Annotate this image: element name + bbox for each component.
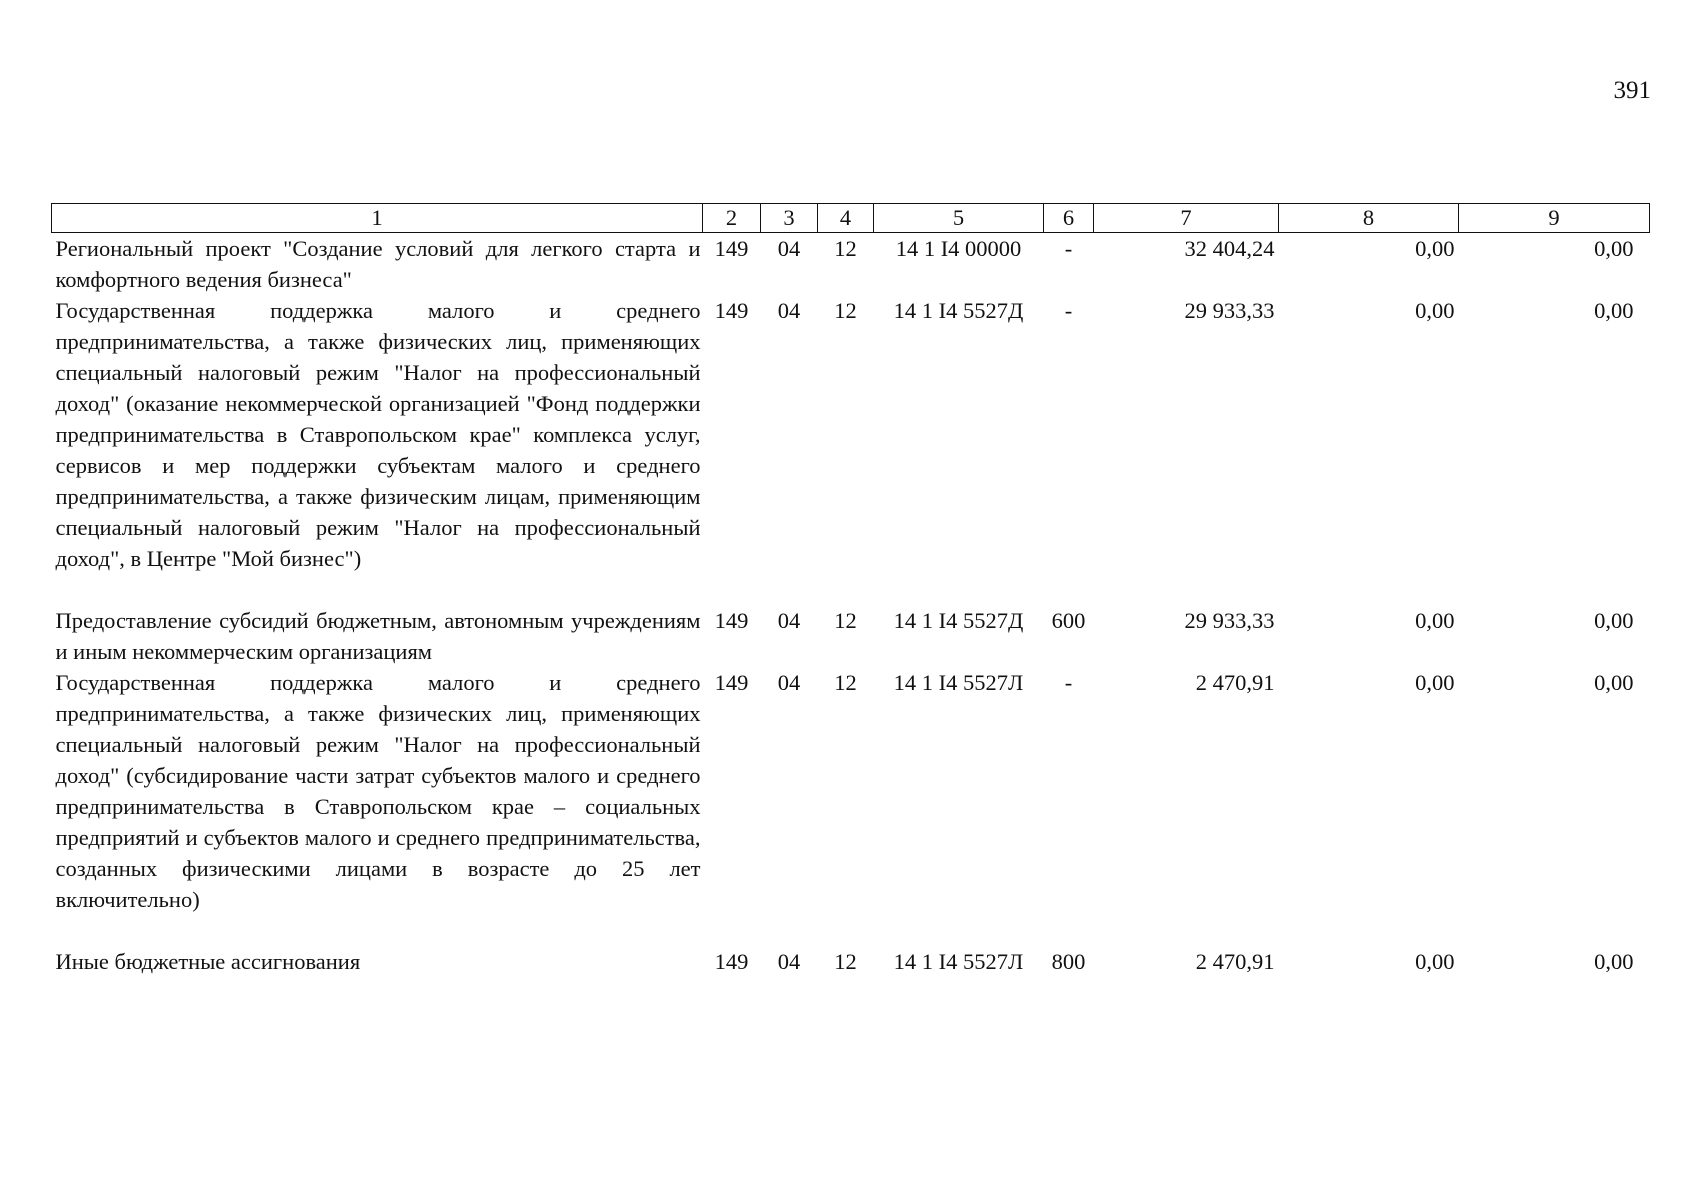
column-header-9: 9	[1459, 204, 1650, 233]
row-section-code: 04	[777, 236, 801, 261]
row-description: Иные бюджетные ассигнования	[55, 949, 361, 974]
row-target-article: 14 1 I4 5527Д	[893, 298, 1024, 323]
row-target-article: 14 1 I4 5527Д	[893, 608, 1024, 633]
row-amount-col7: 29 933,33	[1184, 608, 1275, 633]
table-row	[52, 605, 1650, 667]
row-amount-col7: 32 404,24	[1184, 236, 1275, 261]
row-amount-col7: 29 933,33	[1184, 298, 1275, 323]
row-ministry-code: 149	[714, 236, 749, 261]
row-description: Предоставление субсидий бюджетным, автономным учреждениям и иным некоммерческим организациям	[55, 608, 701, 664]
row-amount-col9: 0,00	[1594, 608, 1634, 633]
row-amount-col7: 2 470,91	[1195, 949, 1275, 974]
row-amount-col8: 0,00	[1415, 949, 1455, 974]
row-expense-type: 600	[1051, 608, 1086, 633]
column-header-7: 7	[1094, 204, 1279, 233]
row-expense-type: -	[1064, 670, 1073, 695]
row-description: Государственная поддержка малого и среднего предпринимательства, а также физических лиц, применяющих специальный налоговый режим "Налог на профессиональный доход" (оказание некоммерческой организацией "Фонд поддержки предпринимательства в Ставропольском крае" комплекса услуг, сервисов и мер поддержки субъектам малого и среднего предпринимательства, а также физическим лицам, применяющим специальный налоговый режим "Налог на профессиональный доход", в Центре "Мой бизнес")	[55, 298, 701, 571]
row-expense-type: 800	[1051, 949, 1086, 974]
row-spacer	[52, 915, 1650, 946]
row-amount-col7: 2 470,91	[1195, 670, 1275, 695]
row-amount-col9: 0,00	[1594, 298, 1634, 323]
column-header-2: 2	[703, 204, 761, 233]
row-expense-type: -	[1064, 236, 1073, 261]
row-subsection-code: 12	[834, 236, 857, 261]
column-header-4: 4	[818, 204, 874, 233]
row-expense-type: -	[1064, 298, 1073, 323]
row-target-article: 14 1 I4 00000	[895, 236, 1022, 261]
table-row	[52, 295, 1650, 574]
row-section-code: 04	[777, 298, 801, 323]
budget-table	[51, 203, 1650, 977]
row-amount-col9: 0,00	[1594, 236, 1634, 261]
table-header-row	[52, 204, 1650, 233]
column-header-8: 8	[1279, 204, 1459, 233]
row-spacer	[52, 574, 1650, 605]
row-amount-col8: 0,00	[1415, 608, 1455, 633]
row-amount-col8: 0,00	[1415, 236, 1455, 261]
table-row	[52, 946, 1650, 977]
row-amount-col9: 0,00	[1594, 670, 1634, 695]
page-number: 391	[1613, 77, 1651, 104]
row-ministry-code: 149	[714, 670, 749, 695]
row-section-code: 04	[777, 608, 801, 633]
row-amount-col8: 0,00	[1415, 670, 1455, 695]
row-ministry-code: 149	[714, 949, 749, 974]
row-target-article: 14 1 I4 5527Л	[893, 949, 1024, 974]
row-description: Государственная поддержка малого и среднего предпринимательства, а также физических лиц, применяющих специальный налоговый режим "Налог на профессиональный доход" (субсидирование части затрат субъектов малого и среднего предпринимательства в Ставропольском крае – социальных предприятий и субъектов малого и среднего предпринимательства, созданных физическими лицами в возрасте до 25 лет включительно)	[55, 670, 701, 912]
row-ministry-code: 149	[714, 298, 749, 323]
row-amount-col8: 0,00	[1415, 298, 1455, 323]
column-header-1: 1	[52, 204, 703, 233]
table-row	[52, 667, 1650, 915]
row-subsection-code: 12	[834, 608, 857, 633]
row-ministry-code: 149	[714, 608, 749, 633]
row-subsection-code: 12	[834, 670, 857, 695]
column-header-5: 5	[874, 204, 1044, 233]
column-header-6: 6	[1044, 204, 1094, 233]
column-header-3: 3	[761, 204, 818, 233]
row-target-article: 14 1 I4 5527Л	[893, 670, 1024, 695]
row-section-code: 04	[777, 949, 801, 974]
row-amount-col9: 0,00	[1594, 949, 1634, 974]
row-section-code: 04	[777, 670, 801, 695]
row-subsection-code: 12	[834, 949, 857, 974]
row-subsection-code: 12	[834, 298, 857, 323]
row-description: Региональный проект "Создание условий для легкого старта и комфортного ведения бизнеса"	[55, 236, 701, 292]
table-row	[52, 233, 1650, 296]
